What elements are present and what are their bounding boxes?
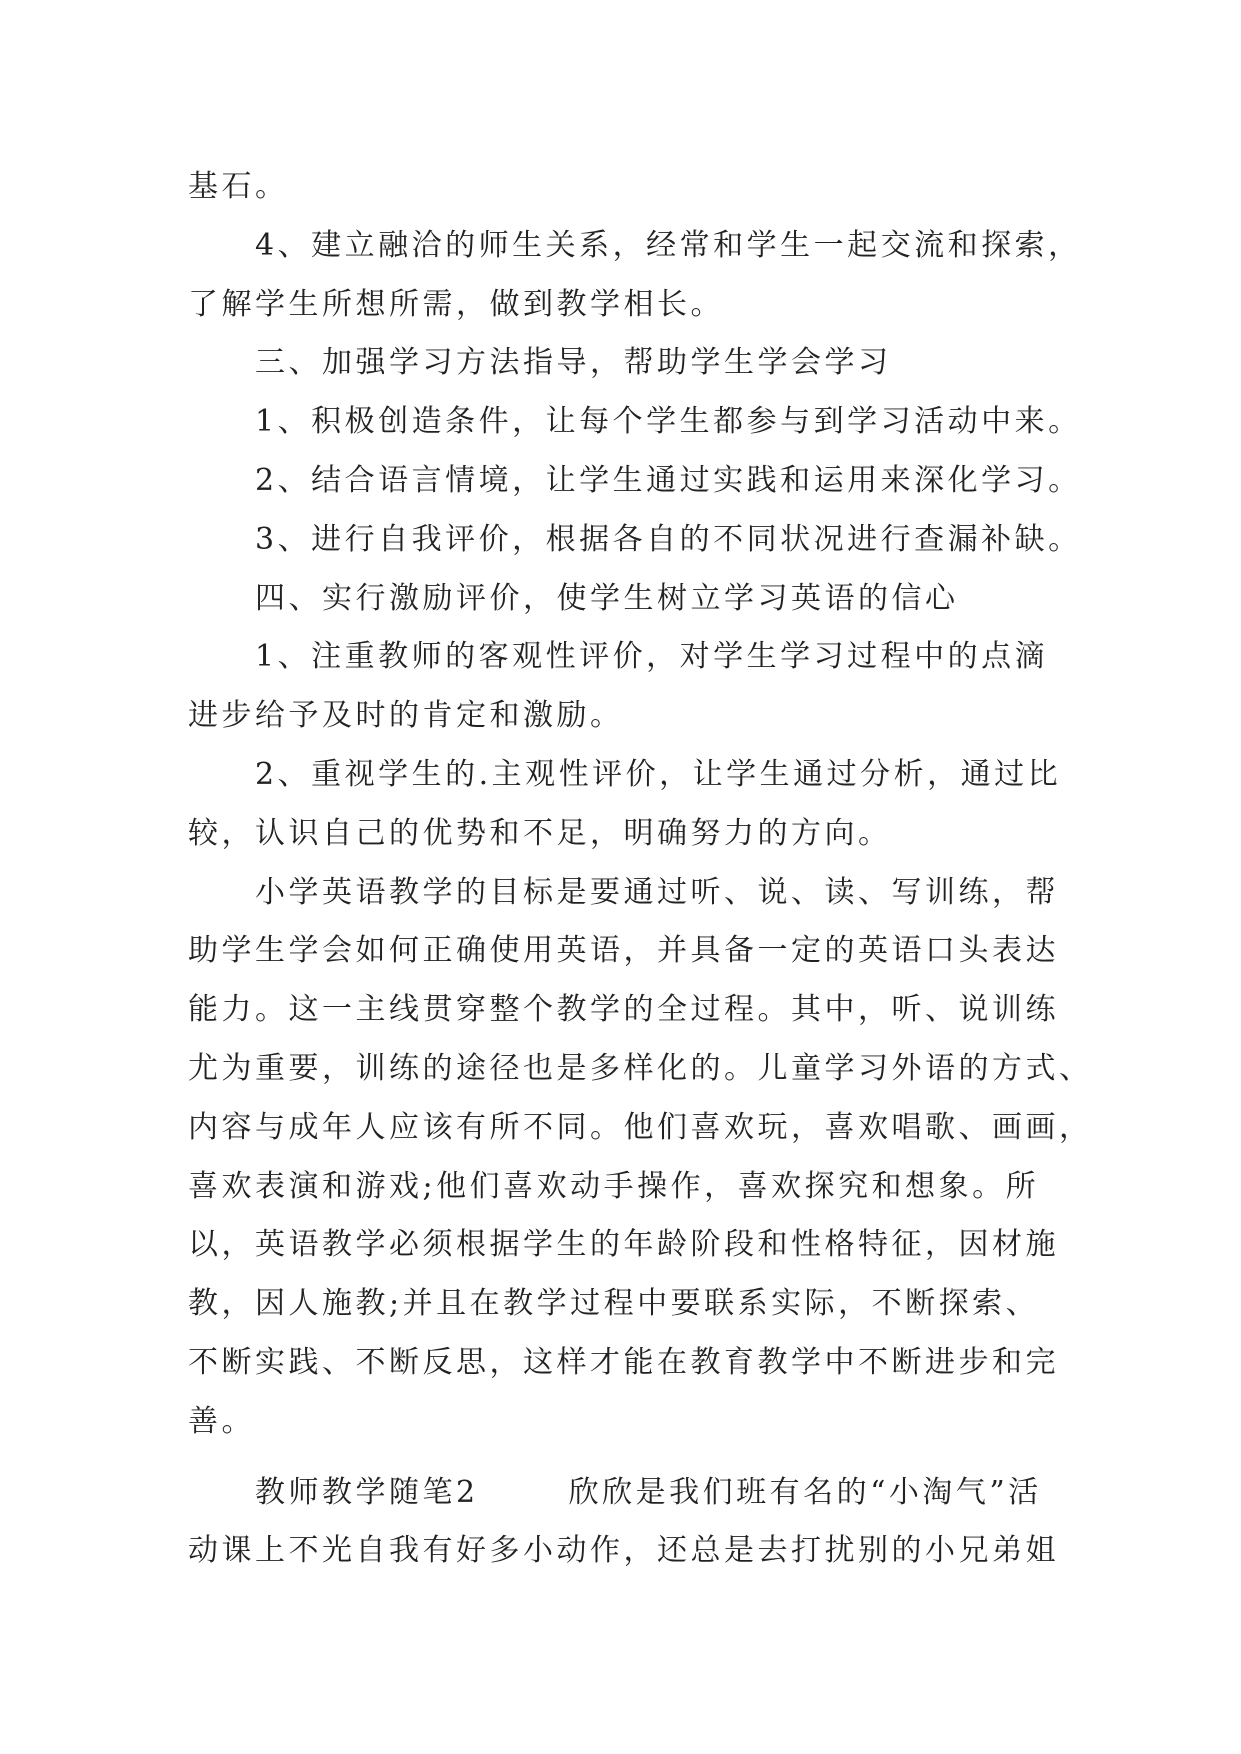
text-line [188, 1464, 1050, 1523]
list-item [188, 511, 1082, 570]
text-line: 喜欢表演和游戏;他们喜欢动手操作，喜欢探究和想象。所 [188, 1168, 1040, 1204]
text-line: 三、加强学习方法指导，帮助学生学会学习 [255, 345, 892, 381]
text-line: 动课上不光自我有好多小动作，还总是去打扰别的小兄弟姐 [188, 1533, 1059, 1569]
list-item [188, 628, 1050, 746]
text-line: 较，认识自己的优势和不足，明确努力的方向。 [188, 815, 892, 851]
text-line: 助学生学会如何正确使用英语，并具备一定的英语口头表达 [188, 933, 1059, 969]
text-line: 教，因人施教;并且在教学过程中要联系实际，不断探索、 [188, 1286, 1040, 1322]
paragraph-spacer [188, 1452, 1050, 1464]
text-line: 四、实行激励评价，使学生树立学习英语的信心 [255, 580, 959, 616]
document-body [188, 158, 1093, 1581]
text-line: 2、结合语言情境，让学生通过实践和运用来深化学习。 [255, 462, 1082, 498]
section-heading [188, 334, 1050, 393]
paragraph [188, 217, 1082, 335]
text-line: 能力。这一主线贯穿整个教学的全过程。其中，听、说训练 [188, 992, 1059, 1028]
text-line: 小学英语教学的目标是要通过听、说、读、写训练，帮 [255, 874, 1059, 910]
section-heading [188, 570, 1050, 629]
text-line: 进步给予及时的肯定和激励。 [188, 698, 624, 734]
text-line: 基石。 [188, 169, 289, 204]
text-line: 2、重视学生的.主观性评价，让学生通过分析，通过比 [255, 756, 1062, 792]
paragraph [188, 158, 1050, 217]
text-line: 内容与成年人应该有所不同。他们喜欢玩，喜欢唱歌、画画， [188, 1109, 1093, 1145]
section-2-paragraph [188, 1464, 1059, 1582]
section-2-text: 欣欣是我们班有名的“小淘气”活 [568, 1474, 1042, 1510]
section-2-title: 教师教学随笔2 [255, 1474, 479, 1510]
text-line: 1、注重教师的客观性评价，对学生学习过程中的点滴 [255, 639, 1049, 675]
list-item [188, 746, 1062, 864]
list-item [188, 452, 1082, 511]
paragraph [188, 864, 1093, 1452]
text-line: 1、积极创造条件，让每个学生都参与到学习活动中来。 [255, 404, 1082, 440]
text-line: 以，英语教学必须根据学生的年龄阶段和性格特征，因材施 [188, 1227, 1059, 1263]
text-line: 4、建立融洽的师生关系，经常和学生一起交流和探索， [255, 227, 1082, 263]
list-item [188, 393, 1082, 452]
text-line: 善。 [188, 1403, 255, 1439]
text-line: 不断实践、不断反思，这样才能在教育教学中不断进步和完 [188, 1344, 1059, 1380]
text-line: 3、进行自我评价，根据各自的不同状况进行查漏补缺。 [255, 521, 1082, 557]
text-line: 了解学生所想所需，做到教学相长。 [188, 286, 724, 322]
text-line: 尤为重要，训练的途径也是多样化的。儿童学习外语的方式、 [188, 1050, 1093, 1086]
